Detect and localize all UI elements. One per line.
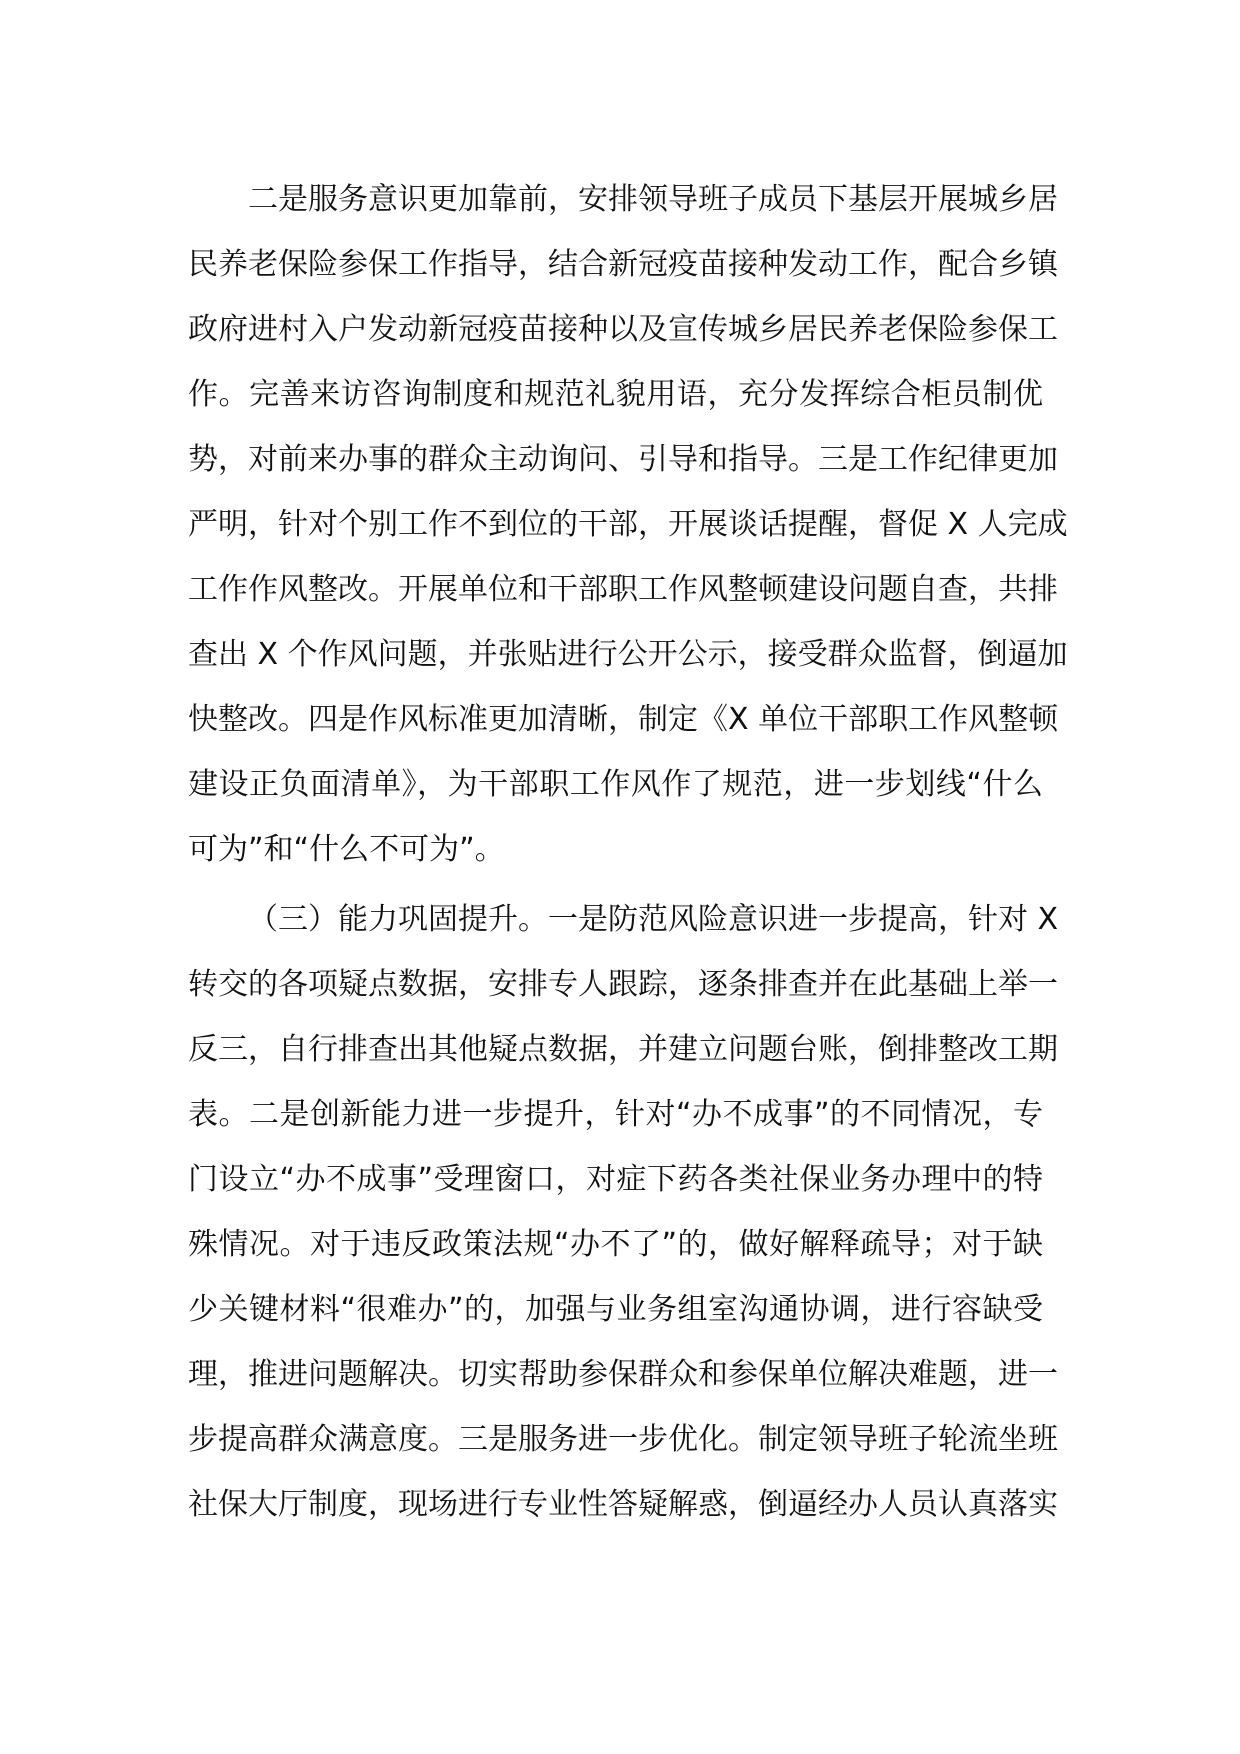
text-line: 快整改。四是作风标准更加清晰，制定《X 单位干部职工作风整顿 bbox=[188, 702, 1059, 737]
text-line: 少关键材料“很难办”的，加强与业务组室沟通协调，进行容缺受 bbox=[188, 1292, 1043, 1327]
text-line: 民养老保险参保工作指导，结合新冠疫苗接种发动工作，配合乡镇 bbox=[188, 247, 1058, 282]
text-line: 二是服务意识更加靠前，安排领导班子成员下基层开展城乡居 bbox=[248, 182, 1058, 217]
text-line: 查出 X 个作风问题，并张贴进行公开公示，接受群众监督，倒逼加 bbox=[188, 637, 1068, 672]
text-line: 政府进村入户发动新冠疫苗接种以及宣传城乡居民养老保险参保工 bbox=[188, 312, 1058, 347]
text-line: 步提高群众满意度。三是服务进一步优化。制定领导班子轮流坐班 bbox=[188, 1422, 1058, 1457]
text-line: 转交的各项疑点数据，安排专人跟踪，逐条排查并在此基础上举一 bbox=[188, 967, 1058, 1002]
text-line: 严明，针对个别工作不到位的干部，开展谈话提醒，督促 X 人完成 bbox=[188, 507, 1068, 542]
text-line: 势，对前来办事的群众主动询问、引导和指导。三是工作纪律更加 bbox=[188, 442, 1058, 477]
text-line: 理，推进问题解决。切实帮助参保群众和参保单位解决难题，进一 bbox=[188, 1357, 1058, 1392]
text-line: 反三，自行排查出其他疑点数据，并建立问题台账，倒排整改工期 bbox=[188, 1032, 1058, 1067]
text-line: 可为”和“什么不可为”。 bbox=[188, 832, 505, 867]
text-line: 作。完善来访咨询制度和规范礼貌用语，充分发挥综合柜员制优 bbox=[188, 377, 1043, 412]
text-line: 表。二是创新能力进一步提升，针对“办不成事”的不同情况，专 bbox=[188, 1097, 1043, 1132]
text-line: 殊情况。对于违反政策法规“办不了”的，做好解释疏导；对于缺 bbox=[188, 1227, 1043, 1262]
text-line: 社保大厅制度，现场进行专业性答疑解惑，倒逼经办人员认真落实 bbox=[188, 1487, 1058, 1522]
text-line: 工作作风整改。开展单位和干部职工作风整顿建设问题自查，共排 bbox=[188, 572, 1058, 607]
document-body bbox=[188, 167, 1068, 1537]
text-line: （三）能力巩固提升。一是防范风险意识进一步提高，针对 X bbox=[248, 902, 1059, 937]
text-line: 门设立“办不成事”受理窗口，对症下药各类社保业务办理中的特 bbox=[188, 1162, 1043, 1197]
paragraph-service-discipline bbox=[188, 167, 1068, 882]
text-line: 建设正负面清单》，为干部职工作风作了规范，进一步划线“什么 bbox=[188, 767, 1043, 802]
paragraph-capability-improvement bbox=[188, 887, 1059, 1537]
